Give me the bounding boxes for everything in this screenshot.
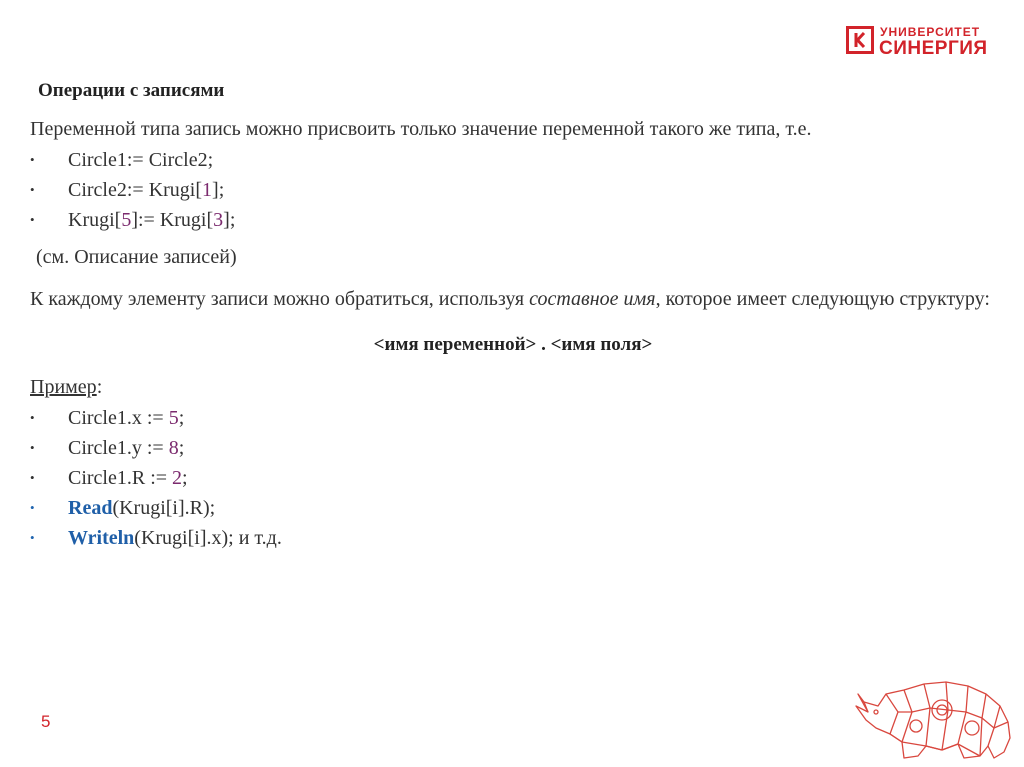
list-item: • Circle1.x := 5;: [30, 403, 996, 433]
value-number: 2: [172, 467, 183, 489]
compound-name-paragraph: К каждому элементу записи можно обратиться, используя составное имя, которое имеет следующую структуру:: [30, 288, 990, 310]
list-item: • Read(Krugi[i].R);: [30, 493, 996, 523]
list-item: • Circle2:= Krugi[1];: [30, 175, 996, 205]
value-number: 8: [168, 437, 179, 459]
index-number: 3: [213, 209, 224, 231]
structure-formula: <имя переменной> . <имя поля>: [373, 334, 653, 355]
keyword: Read: [68, 497, 113, 519]
slide-heading: Операции с записями: [38, 80, 225, 101]
university-logo: [846, 22, 996, 62]
list-item: • Circle1:= Circle2;: [30, 145, 996, 175]
index-number: 1: [202, 179, 213, 201]
list-item: • Krugi[5]:= Krugi[3];: [30, 205, 996, 235]
see-note: (см. Описание записей): [36, 246, 237, 268]
page-number: 5: [41, 712, 51, 731]
list-item: • Circle1.y := 8;: [30, 433, 996, 463]
index-number: 5: [121, 209, 132, 231]
assignment-list: [30, 145, 996, 235]
list-item: • Writeln(Krugi[i].x); и т.д.: [30, 523, 996, 553]
logo-text-synergy: СИНЕРГИЯ: [879, 38, 988, 59]
keyword: Writeln: [68, 527, 135, 549]
list-item: • Circle1.R := 2;: [30, 463, 996, 493]
compound-name-term: составное имя: [529, 288, 656, 310]
intro-paragraph: Переменной типа запись можно присвоить только значение переменной такого же типа, т.е.: [30, 118, 812, 140]
example-list: [30, 403, 996, 553]
example-label: Пример:: [30, 376, 103, 398]
logo-text-university: УНИВЕРСИТЕТ: [880, 25, 981, 39]
value-number: 5: [168, 407, 179, 429]
synergy-logo-icon: [846, 26, 874, 54]
slide-content: [30, 76, 996, 553]
rhino-mascot-icon: [846, 672, 1020, 762]
